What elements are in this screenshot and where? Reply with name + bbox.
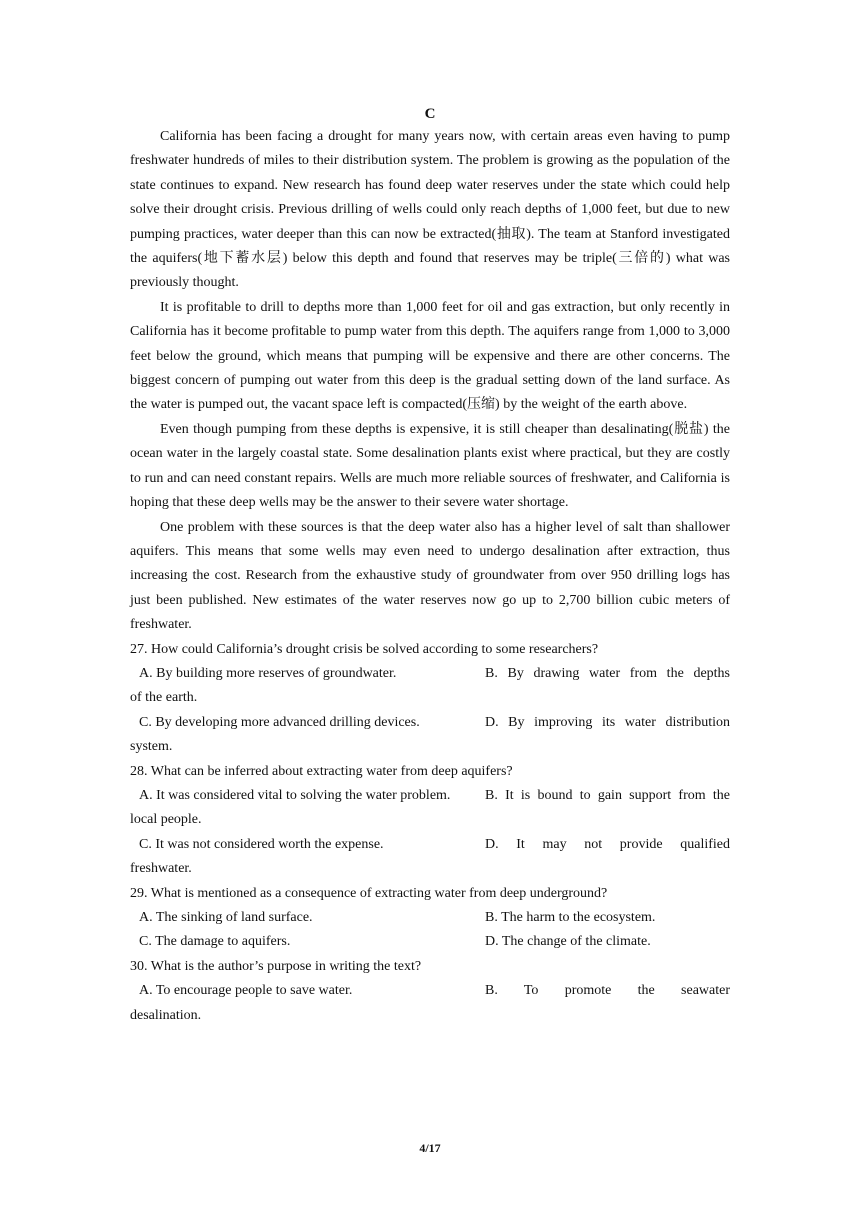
paragraph-1: California has been facing a drought for many years now, with certain areas even having to pump freshwater hundreds of miles to their distribution system. The problem is growing as the population of the state continues to expand. New research has found deep water reserves under the state which could help solve their drought crisis. Previous drilling of wells could only reach depths of 1,000 feet, but due to new pumping practices, water deeper than this can now be extracted(抽取). The team at Stanford investigated the aquifers(地下蓄水层) below this depth and found that reserves may be triple(三倍的) what was previously thought. [130, 129, 730, 291]
option-b-continued: local people. [130, 812, 202, 828]
option-b: B. The harm to the ecosystem. [485, 910, 656, 925]
option-d-continued: freshwater. [130, 861, 192, 877]
option-d: D. It may not provide qualified [485, 836, 730, 852]
passage-content [130, 125, 730, 1028]
option-b-continued: of the earth. [130, 690, 198, 706]
paragraph-4: One problem with these sources is that the deep water also has a higher level of salt than shallower aquifers. This means that some wells may even need to undergo desalination after extraction, thus increasing the cost. Research from the exhaustive study of groundwater from over 950 drilling logs has just been published. New estimates of the water reserves now go up to 2,700 billion cubic meters of freshwater. [130, 519, 730, 633]
option-a: A. The sinking of land surface. [139, 910, 313, 925]
question-29-stem: 29. What is mentioned as a consequence of extracting water from deep underground? [130, 885, 608, 901]
option-a: A. It was considered vital to solving the water problem. [139, 787, 451, 803]
question-27-options-ab [130, 662, 730, 711]
option-a: A. By building more reserves of groundwater. [139, 665, 397, 681]
page-number: 4/17 [419, 1141, 441, 1155]
option-c: C. By developing more advanced drilling devices. [139, 714, 420, 730]
question-29-options-ab [130, 906, 730, 930]
question-28-stem: 28. What can be inferred about extracting water from deep aquifers? [130, 763, 513, 779]
paragraph-3: Even though pumping from these depths is expensive, it is still cheaper than desalinating(脱盐) the ocean water in the largely coastal state. Some desalination plants exist where practical, but they are costly to run and can need constant repairs. Wells are much more reliable sources of freshwater, and California is hoping that these deep wells may be the answer to their severe water shortage. [130, 421, 730, 511]
option-b-continued: desalination. [130, 1007, 202, 1023]
question-28-options-ab [130, 784, 730, 833]
option-c: C. The damage to aquifers. [139, 934, 291, 950]
option-d: D. By improving its water distribution [485, 714, 730, 730]
option-b: B. It is bound to gain support from the [485, 787, 730, 803]
option-d: D. The change of the climate. [485, 934, 651, 950]
question-30-stem: 30. What is the author’s purpose in writing the text? [130, 958, 422, 974]
question-28-options-cd [130, 833, 730, 882]
option-d-continued: system. [130, 739, 173, 755]
section-title: C [424, 106, 436, 122]
question-27-stem: 27. How could California’s drought crisis be solved according to some researchers? [130, 641, 599, 657]
option-c: C. It was not considered worth the expense. [139, 836, 384, 852]
option-b: B. To promote the seawater [485, 983, 730, 999]
option-b: B. By drawing water from the depths [485, 665, 730, 681]
option-a: A. To encourage people to save water. [139, 983, 353, 999]
paragraph-2: It is profitable to drill to depths more than 1,000 feet for oil and gas extraction, but only recently in California has it become profitable to pump water from this depth. The aquifers range from 1,000 to 3,000 feet below the ground, which means that pumping will be expensive and there are other concerns. The biggest concern of pumping out water from this deep is the gradual setting down of the land surface. As the water is pumped out, the vacant space left is compacted(压缩) by the weight of the earth above. [130, 299, 730, 413]
question-27-options-cd [130, 711, 730, 760]
question-30-options-ab [130, 979, 730, 1028]
question-29-options-cd [130, 930, 730, 954]
